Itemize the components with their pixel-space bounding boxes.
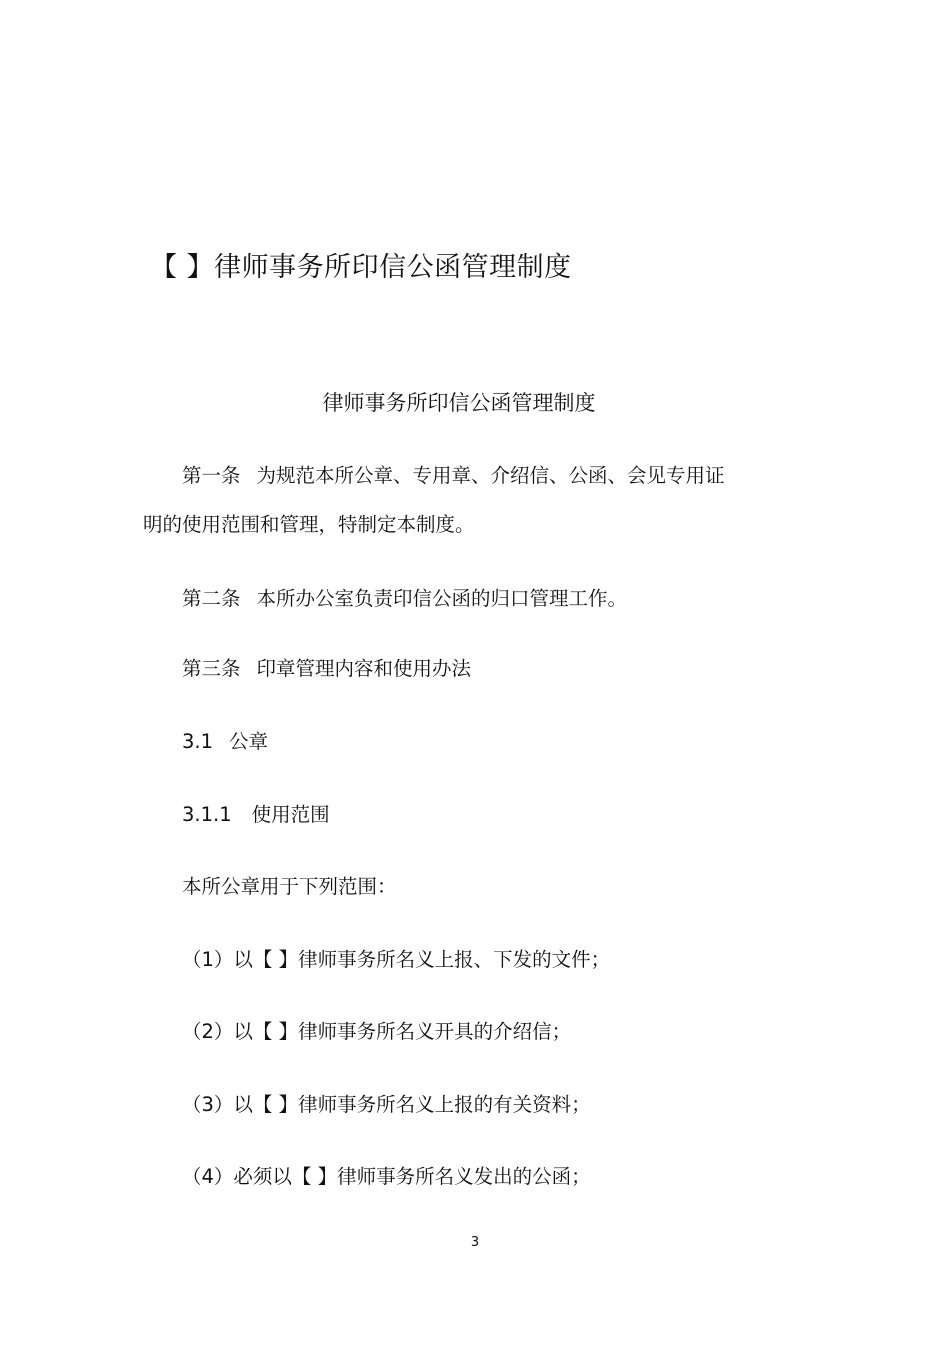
- document-heading: 律师事务所印信公函管理制度: [322, 391, 596, 415]
- document-title: 【 】律师事务所印信公函管理制度: [150, 252, 572, 283]
- section-3-1-number: 3.1: [182, 730, 214, 753]
- article-1-label: 第一条: [182, 464, 241, 487]
- section-3-1-1-number: 3.1.1: [182, 803, 232, 826]
- article-2-label: 第二条: [182, 587, 241, 610]
- article-1-text: 为规范本所公章、专用章、介绍信、公函、会见专用证: [256, 464, 725, 487]
- article-1-continuation: 明的使用范围和管理，特制定本制度。: [143, 513, 475, 536]
- scope-intro: 本所公章用于下列范围：: [182, 875, 397, 898]
- section-3-1-1: [182, 799, 330, 831]
- section-3-1-text: 公章: [229, 730, 269, 753]
- list-item: （3）以【 】律师事务所名义上报的有关资料；: [182, 1093, 591, 1116]
- article-3-label: 第三条: [182, 657, 241, 680]
- page-number: 3: [470, 1235, 480, 1250]
- article-1: [182, 460, 725, 492]
- list-item: （1）以【 】律师事务所名义上报、下发的文件；: [182, 948, 611, 971]
- article-3-text: 印章管理内容和使用办法: [256, 657, 472, 680]
- article-3: [182, 653, 471, 685]
- list-item: （2）以【 】律师事务所名义开具的介绍信；: [182, 1020, 572, 1043]
- article-2: [182, 583, 627, 615]
- list-item: （4）必须以【 】律师事务所名义发出的公函；: [182, 1165, 591, 1188]
- section-3-1-1-text: 使用范围: [251, 803, 330, 826]
- article-2-text: 本所办公室负责印信公函的归口管理工作。: [256, 587, 628, 610]
- section-3-1: [182, 726, 268, 758]
